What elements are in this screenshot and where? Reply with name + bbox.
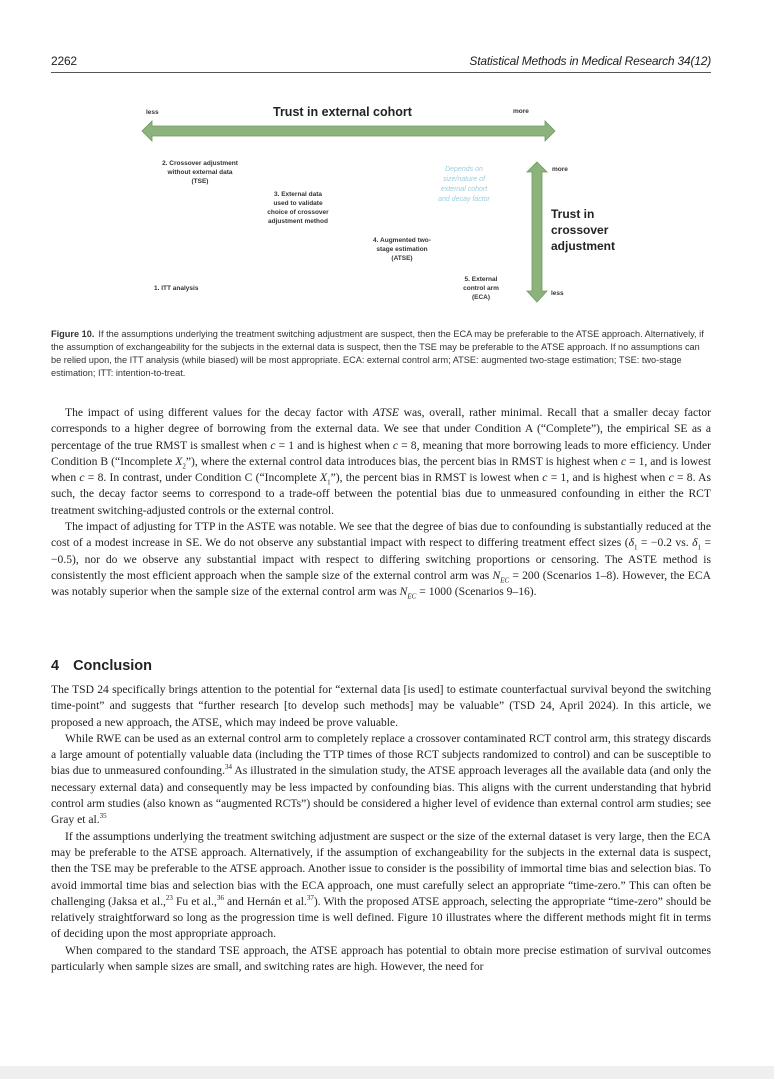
x-axis-title: Trust in external cohort	[273, 105, 412, 119]
label-line: without external data	[167, 169, 233, 176]
paragraph-comparison: When compared to the standard TSE approach, the ATSE approach has potential to obtain more precise estimation of survival outcomes particularly when sample sizes are small, and switching rates are high. However, the need for	[51, 943, 711, 974]
text: = 200 (Scenarios 1–8). However, the ECA was notably superior when the sample size of the external control arm was	[51, 568, 711, 599]
x-axis-left-label: less	[146, 109, 159, 116]
text: ). With the proposed ATSE approach, selecting the appropriate “time-zero” should be relatively straightforward so long as the progression time is well defined. Figure 10 illustrates where the different methods might fit in terms of deciding upon the most appropriate approach.	[51, 894, 711, 941]
method-tse-label	[150, 159, 250, 186]
y-axis-title	[551, 206, 615, 254]
paragraph-rwe	[51, 731, 711, 829]
text: = 1 and is highest when	[275, 438, 393, 452]
text: ”), where the external control data introduces bias, the percent bias in RMST is highest when	[185, 454, 621, 468]
math-sub: 1	[633, 543, 638, 552]
text: While RWE can be used as an external control arm to completely replace a crossover contaminated RCT control arm, this strategy discards a large amount of potentially valuable data (including the TTP times of those RCT subjects randomized to control) and can be susceptible to bias due to unmeasured confounding.	[51, 731, 711, 778]
method-atse-label	[362, 236, 442, 263]
y-axis-top-label: more	[552, 166, 568, 173]
method-external-validation-label	[252, 190, 344, 226]
note-line: Depends on	[445, 166, 483, 173]
label-line: (ATSE)	[391, 255, 413, 262]
label-line: 2. Crossover adjustment	[162, 160, 238, 167]
citation-ref[interactable]: 23	[165, 894, 173, 902]
math-var: N	[492, 568, 501, 582]
label-line: stage estimation	[376, 246, 428, 253]
y-axis-bottom-label: less	[551, 290, 564, 297]
label-line: adjustment method	[268, 218, 328, 225]
math-sub: EC	[407, 592, 417, 601]
citation-ref[interactable]: 36	[216, 894, 224, 902]
paragraph-decay-factor	[51, 405, 711, 519]
y-axis-title-line: Trust in	[551, 207, 595, 221]
citation-ref[interactable]: 34	[225, 763, 233, 772]
y-axis-title-line: crossover	[551, 223, 609, 237]
text: If the assumptions underlying the treatment switching adjustment are suspect or the size of the external dataset is very large, then the ECA may be preferable to the ATSE approach. Alternatively, if the assumption of exchangeability for the subjects in the external data is suspect, then the TSE may be preferable to the ATSE approach. Another issue to consider is the possibility of immortal time bias and selection bias. To avoid immortal time bias and selection bias with the ECA approach, one must carefully select an appropriate “time-zero.” This can often be challenging (Jaksa et al.,	[51, 829, 711, 908]
text: = 8. As such, the decay factor seems to correspond to a trade-off between the potential bias due to unmeasured confounding in either the RCT treatment switching-adjusted controls or the external control.	[51, 471, 711, 517]
math-var: c	[392, 438, 398, 452]
method-itt-label	[154, 284, 198, 293]
label-line: 1. ITT analysis	[154, 285, 199, 292]
math-var: δ	[628, 536, 634, 550]
citation-ref[interactable]: 37	[306, 894, 314, 902]
text: ”), the percent bias in RMST is lowest when	[330, 471, 543, 485]
paragraph-tsd24: The TSD 24 specifically brings attention to the potential for “external data [is used] to estimate counterfactual survival beyond the switching time-point” and suggests that “further research [to develop such methods] may be valuable” (TSD 24, April 2024). In this article, we proposed a new approach, the ATSE, which may indeed be prove valuable.	[51, 683, 711, 729]
label-line: choice of crossover	[267, 209, 329, 216]
y-axis-title-line: adjustment	[551, 239, 616, 253]
paragraph-assumptions	[51, 829, 711, 943]
method-eca-label	[450, 275, 512, 302]
text: = 1, and is lowest when	[51, 454, 711, 485]
paragraph-ttp-adjustment	[51, 519, 711, 600]
decay-factor-note	[416, 165, 512, 205]
label-line: (ECA)	[471, 294, 491, 301]
label-line: used to validate	[273, 200, 323, 207]
math-var: c	[542, 471, 548, 485]
section-heading	[51, 658, 152, 674]
text: Fu et al.,	[172, 894, 217, 908]
note-line: external cohort	[440, 186, 488, 193]
text: was, overall, rather minimal. Recall that a smaller decay factor corresponds to a higher degree of borrowing from the external data. We see that under Condition A (“Complete”), the empirical SE as a percentage of the true RMST is smallest when	[51, 406, 711, 452]
label-line: 5. External	[464, 276, 498, 283]
section-number: 4	[51, 658, 60, 674]
note-line: size/nature of	[442, 176, 486, 183]
text: = 1, and is highest when	[547, 471, 669, 485]
text: and Hernán et al.	[223, 894, 307, 908]
text: = 1000 (Scenarios 9–16).	[416, 585, 537, 599]
figure-caption	[51, 328, 711, 380]
horizontal-double-arrow-icon	[140, 120, 560, 142]
text: The impact of using different values for the decay factor with	[65, 406, 373, 419]
note-line: and decay factor	[438, 196, 490, 203]
text: The impact of adjusting for TTP in the ASTE was notable. We see that the degree of bias due to confounding is substantially reduced at the cost of a modest increase in SE. We do not observe any substantial impact with respect to differing treatment effect sizes (	[51, 520, 711, 550]
math-var: c	[668, 471, 674, 485]
math-var: c	[270, 438, 276, 452]
math-var: X	[320, 471, 328, 485]
math-var: N	[399, 585, 408, 599]
conclusion-body	[51, 682, 711, 975]
math-var: X	[175, 454, 183, 468]
text: = 8. In contrast, under Condition C (“Incomplete	[84, 471, 321, 485]
results-discussion	[51, 405, 711, 601]
math-sub: 1	[327, 478, 331, 487]
label-line: (TSE)	[191, 178, 209, 185]
citation-ref[interactable]: 35	[99, 812, 107, 821]
text: = −0.5), nor do we observe any substantial impact with respect to differing switching proportions or censoring. The ASTE method is consistently the most efficient approach when the sample size of the external control arm was	[51, 536, 712, 582]
text: = −0.2 vs.	[637, 536, 693, 550]
figure-label: Figure 10.	[51, 329, 95, 339]
label-line: 3. External data	[273, 191, 323, 198]
vertical-double-arrow-icon	[526, 161, 548, 303]
journal-title: Statistical Methods in Medical Research 34(12)	[469, 54, 711, 68]
math-var: c	[620, 454, 627, 468]
x-axis-right-label: more	[513, 108, 529, 115]
page-number: 2262	[51, 54, 77, 68]
label-line: control arm	[463, 285, 499, 292]
figure-10	[0, 0, 774, 320]
text: As illustrated in the simulation study, the ATSE approach leverages all the available data (and only the necessary external data) and consequently may be less impacted by confounding bias. This aligns with the current understanding that hybrid control arm studies (also known as “augmented RCTs”) should be considered a higher level of evidence than external control arm studies; see Gray et al.	[51, 764, 712, 827]
section-title: Conclusion	[73, 658, 153, 674]
text: = 8, meaning that more borrowing leads to more efficiency. Under Condition B (“Incomplete	[51, 438, 711, 468]
math-sub: 1	[697, 543, 701, 552]
math-var: δ	[692, 536, 698, 550]
math-sub: 2	[182, 462, 186, 471]
label-line: 4. Augmented two-	[373, 237, 431, 244]
text: ATSE	[372, 406, 399, 419]
math-sub: EC	[500, 576, 510, 585]
caption-text: If the assumptions underlying the treatment switching adjustment are suspect, then the ECA may be preferable to the ATSE approach. Alternatively, if the assumption of exchangeability for the subjects in the external data is suspect, then the TSE may be preferable to the ATSE approach. If no assumptions can be relied upon, the ITT analysis (while biased) will be most appropriate. ECA: external control arm; ATSE: augmented two-stage estimation; TSE: two-stage estimation; ITT: intention-to-treat.	[51, 329, 704, 378]
math-var: c	[79, 471, 85, 485]
